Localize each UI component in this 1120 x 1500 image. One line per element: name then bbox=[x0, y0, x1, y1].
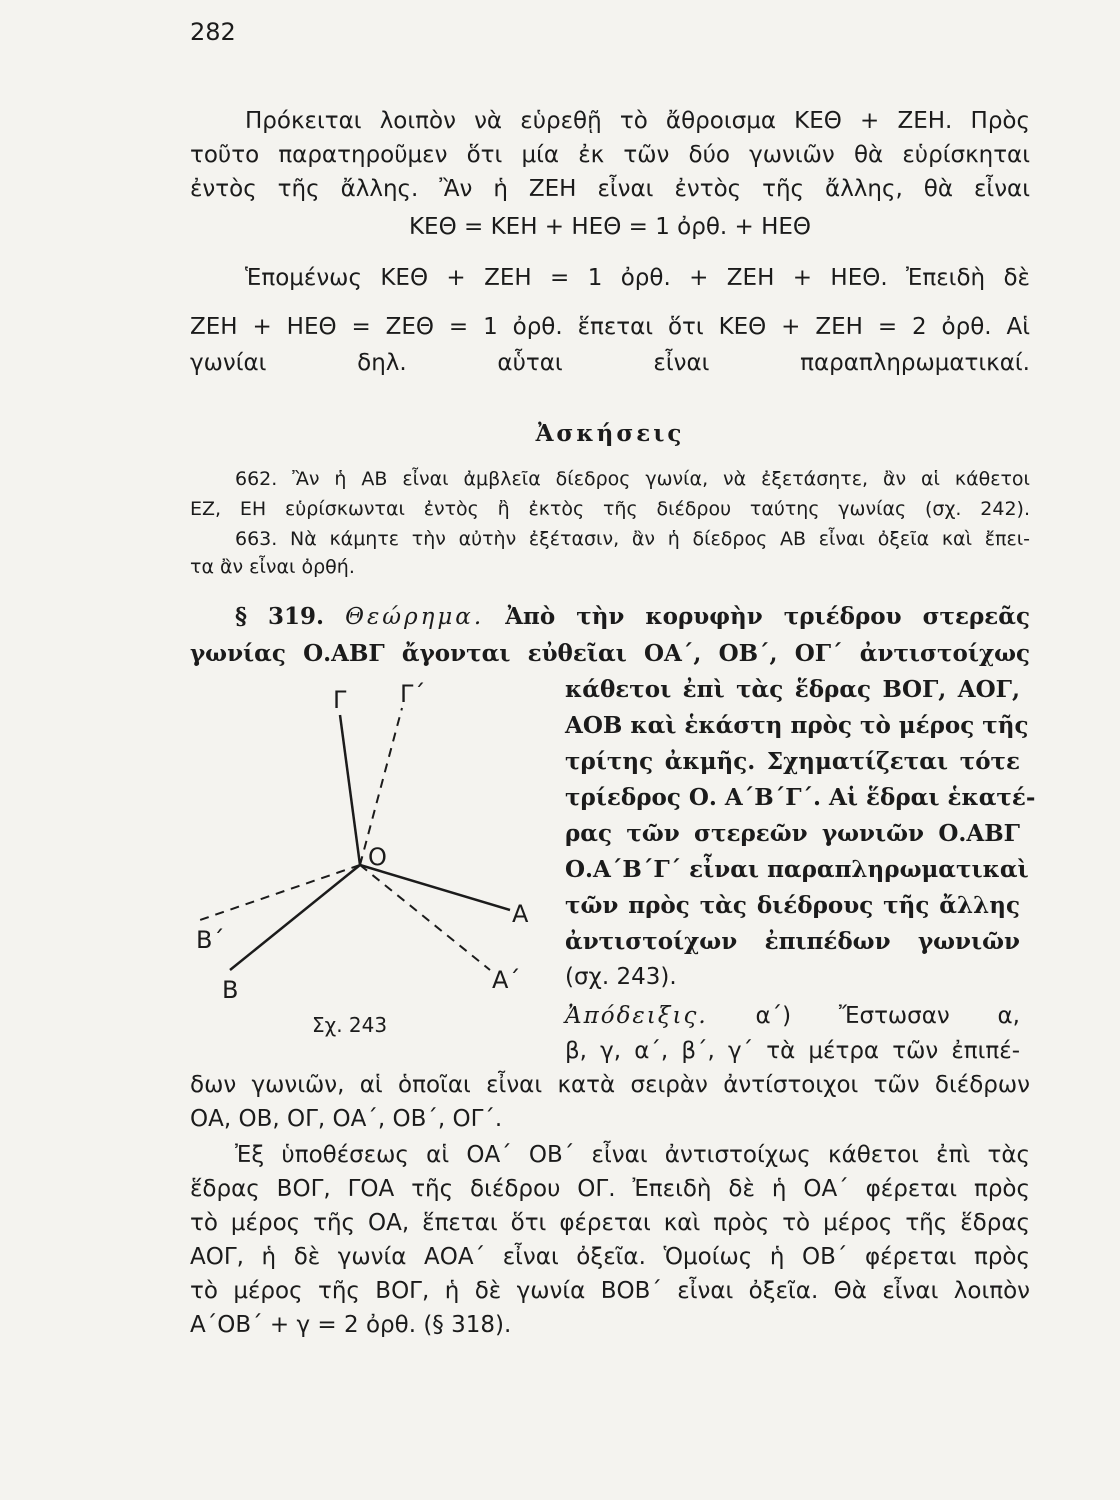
theorem-right-line-6: Ο.Α΄Β΄Γ΄ εἶναι παραπληρωματικαὶ bbox=[565, 856, 1029, 883]
theorem-right-line-2: ΑΟΒ καὶ ἑκάστη πρὸς τὸ μέρος τῆς bbox=[565, 712, 1029, 739]
edge-OB bbox=[230, 865, 360, 970]
equation-3: ΖΕΗ + ΗΕΘ = ΖΕΘ = 1 ὀρθ. ἕπεται ὅτι ΚΕΘ + ΖΕΗ = 2 ὀρθ. Αἱ bbox=[190, 314, 1030, 340]
proof-label: Ἀπόδειξις. bbox=[565, 1003, 708, 1029]
theorem-figure-ref: (σχ. 243). bbox=[565, 964, 677, 990]
edge-OG-prime bbox=[360, 708, 402, 865]
equation-2: Ἑπομένως ΚΕΘ + ΖΕΗ = 1 ὀρθ. + ΖΕΗ + ΗΕΘ. Ἐπειδὴ δὲ bbox=[245, 265, 1030, 291]
proof-line-3: Ἐξ ὑποθέσεως αἱ ΟΑ΄ ΟΒ΄ εἶναι ἀντιστοίχως κάθετοι ἐπὶ τὰς bbox=[235, 1142, 1030, 1168]
intro-line-2: τοῦτο παρατηροῦμεν ὅτι μία ἐκ τῶν δύο γωνιῶν θὰ εὑρίσκηται bbox=[190, 142, 1030, 168]
equation-1: ΚΕΘ = ΚΕΗ + ΗΕΘ = 1 ὀρθ. + ΗΕΘ bbox=[408, 214, 812, 240]
theorem-right-line-1: κάθετοι ἐπὶ τὰς ἕδρας ΒΟΓ, ΑΟΓ, bbox=[565, 676, 1020, 703]
theorem-section: § 319. bbox=[235, 603, 325, 630]
proof-second-line: β, γ, α΄, β΄, γ΄ τὰ μέτρα τῶν ἐπιπέ- bbox=[565, 1038, 1020, 1064]
theorem-label: Θεώρημα. bbox=[345, 604, 485, 630]
conclusion-line: γωνίαι δηλ. αὗται εἶναι παραπληρωματικαί. bbox=[190, 350, 1030, 376]
theorem-right-line-7: τῶν πρὸς τὰς διέδρους τῆς ἄλλης bbox=[565, 892, 1020, 919]
label-B: Β bbox=[222, 976, 239, 1004]
proof-line-7: τὸ μέρος τῆς ΒΟΓ, ἡ δὲ γωνία ΒΟΒ΄ εἶναι ὀξεῖα. Θὰ εἶναι λοιπὸν bbox=[190, 1278, 1030, 1304]
label-A: Α bbox=[512, 900, 529, 928]
edge-OG bbox=[340, 715, 360, 865]
proof-line-1: δων γωνιῶν, αἱ ὁποῖαι εἶναι κατὰ σειρὰν ἀντίστοιχοι τῶν διέδρων bbox=[190, 1072, 1030, 1098]
theorem-statement-start: Ἀπὸ τὴν κορυφὴν τριέδρου στερεᾶς bbox=[505, 603, 1030, 630]
proof-line-4: ἕδρας ΒΟΓ, ΓΟΑ τῆς διέδρου ΟΓ. Ἐπειδὴ δὲ ἡ ΟΑ΄ φέρεται πρὸς bbox=[190, 1176, 1030, 1202]
intro-line-1: Πρόκειται λοιπὸν νὰ εὑρεθῇ τὸ ἄθροισμα ΚΕΘ + ΖΕΗ. Πρὸς bbox=[245, 108, 1030, 134]
theorem-right-line-4: τρίεδρος Ο. Α΄Β΄Γ΄. Αἱ ἕδραι ἑκατέ- bbox=[565, 784, 1036, 811]
proof-line-5: τὸ μέρος τῆς ΟΑ, ἕπεται ὅτι φέρεται καὶ πρὸς τὸ μέρος τῆς ἕδρας bbox=[190, 1210, 1030, 1236]
theorem-right-line-5: ρας τῶν στερεῶν γωνιῶν Ο.ΑΒΓ bbox=[565, 820, 1020, 847]
exercise-663-line-1: 663. Νὰ κάμητε τὴν αὐτὴν ἐξέτασιν, ἂν ἡ δίεδρος ΑΒ εἶναι ὀξεῖα καὶ ἔπει- bbox=[235, 528, 1030, 550]
edge-OA bbox=[360, 865, 510, 910]
edge-OB-prime bbox=[200, 865, 360, 920]
proof-first-line bbox=[565, 1003, 1020, 1029]
theorem-second-line: γωνίας Ο.ΑΒΓ ἄγονται εὐθεῖαι ΟΑ΄, ΟΒ΄, ΟΓ΄ ἀντιστοίχως bbox=[190, 640, 1030, 667]
theorem-right-line-8: ἀντιστοίχων ἐπιπέδων γωνιῶν bbox=[565, 928, 1020, 955]
label-O: Ο bbox=[368, 843, 387, 871]
theorem-first-line bbox=[235, 603, 1030, 630]
edge-OA-prime bbox=[360, 865, 490, 970]
exercise-663-line-2: τα ἂν εἶναι ὀρθή. bbox=[190, 556, 355, 578]
theorem-right-line-3: τρίτης ἀκμῆς. Σχηματίζεται τότε bbox=[565, 748, 1020, 775]
page-number: 282 bbox=[190, 18, 236, 46]
proof-line-8: Α΄ΟΒ΄ + γ = 2 ὀρθ. (§ 318). bbox=[190, 1312, 512, 1338]
exercise-662-line-1: 662. Ἂν ἡ ΑΒ εἶναι ἀμβλεῖα δίεδρος γωνία, νὰ ἐξετάσητε, ἂν αἱ κάθετοι bbox=[235, 468, 1030, 490]
label-B-prime: Β΄ bbox=[196, 926, 225, 954]
label-A-prime: Α΄ bbox=[492, 966, 521, 994]
proof-line-2: ΟΑ, ΟΒ, ΟΓ, ΟΑ΄, ΟΒ΄, ΟΓ΄. bbox=[190, 1106, 503, 1132]
figure-243 bbox=[190, 670, 550, 1040]
figure-caption: Σχ. 243 bbox=[312, 1013, 388, 1037]
proof-line-6: ΑΟΓ, ἡ δὲ γωνία ΑΟΑ΄ εἶναι ὀξεῖα. Ὁμοίως ἡ ΟΒ΄ φέρεται πρὸς bbox=[190, 1244, 1030, 1270]
exercises-heading: Ἀσκήσεις bbox=[535, 420, 685, 447]
intro-line-3: ἐντὸς τῆς ἄλλης. Ἂν ἡ ΖΕΗ εἶναι ἐντὸς τῆς ἄλλης, θὰ εἶναι bbox=[190, 176, 1030, 202]
proof-first-line-text: α΄) Ἔστωσαν α, bbox=[755, 1003, 1020, 1029]
label-G: Γ bbox=[333, 686, 347, 714]
label-G-prime: Γ΄ bbox=[400, 680, 426, 708]
exercise-662-line-2: ΕΖ, ΕΗ εὑρίσκωνται ἐντὸς ἢ ἐκτὸς τῆς διέδρου ταύτης γωνίας (σχ. 242). bbox=[190, 498, 1030, 520]
